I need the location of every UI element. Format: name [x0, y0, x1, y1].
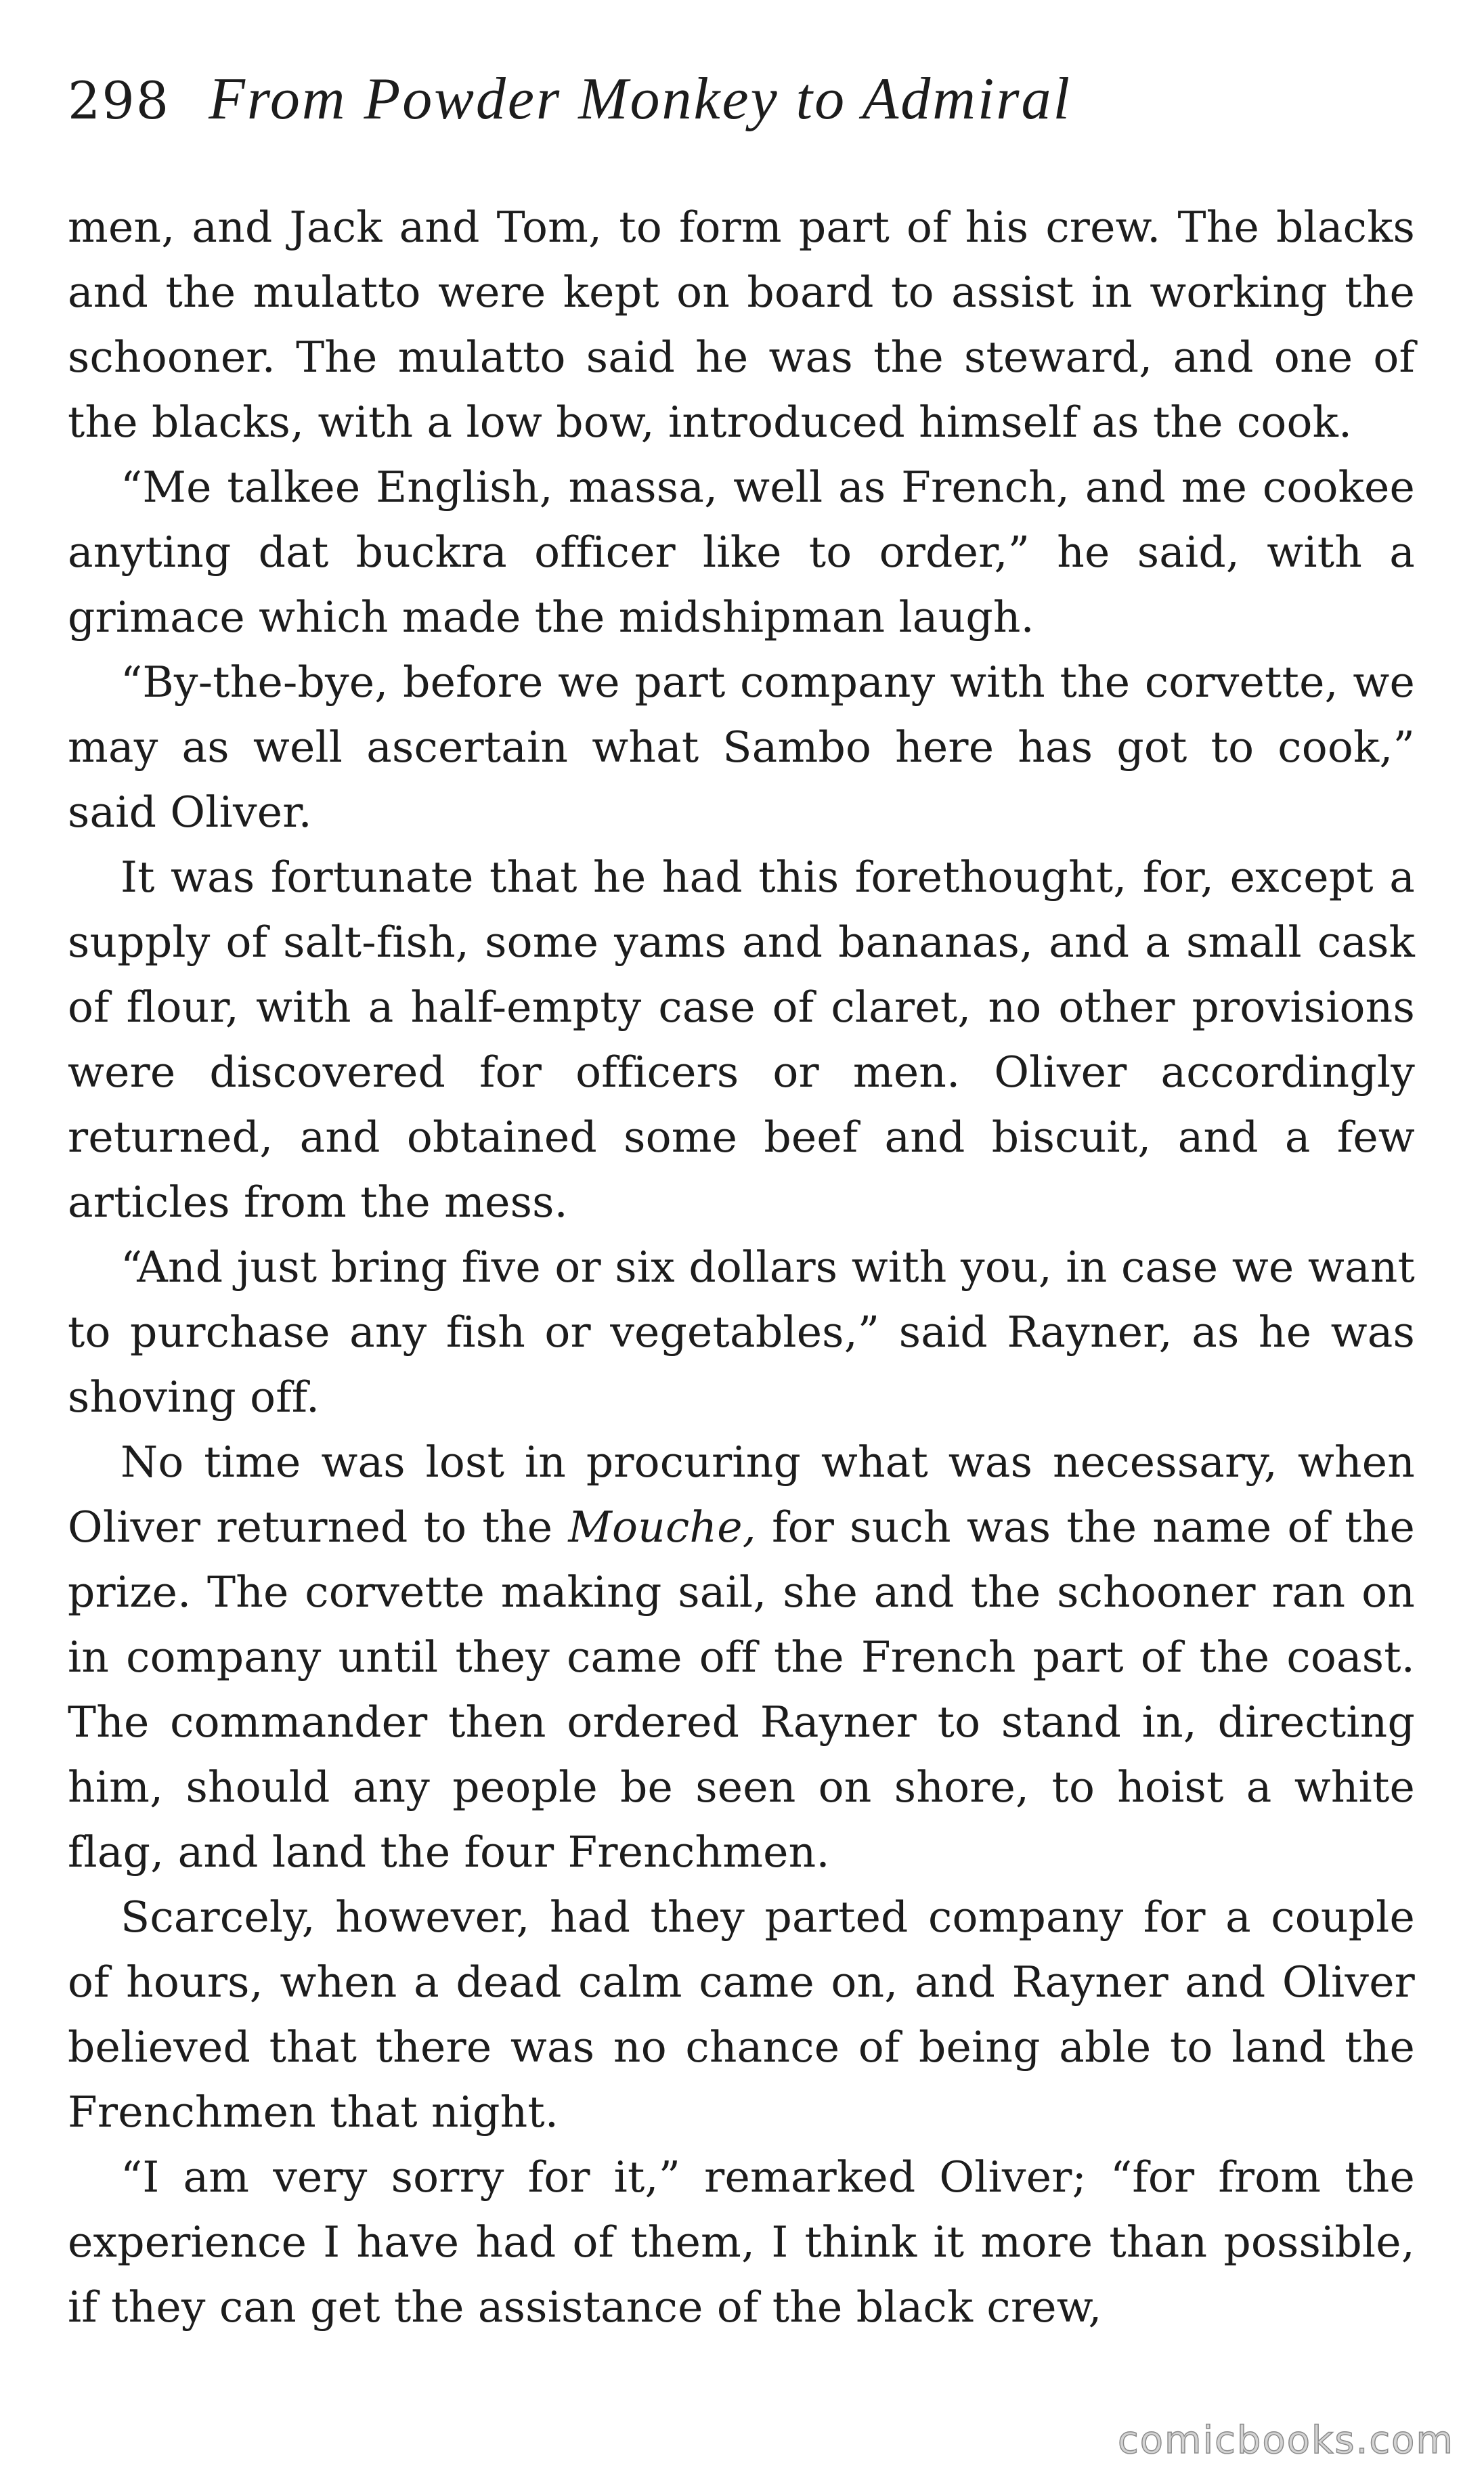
body-text — [68, 195, 1415, 2340]
paragraph-6-before: No time was lost in procuring what was necessary, when Oliver returned to the — [68, 1437, 1415, 1552]
paragraph-6-after: for such was the name of the prize. The corvette making sail, she and the schooner ran on in company until they came off the French part of the coast. The commander then ordered Rayner to stand in, directing him, should any people be seen on shore, to hoist a white flag, and land the four Frenchmen. — [68, 1502, 1416, 1877]
paragraph-2: “Me talkee English, massa, well as French, and me cookee anyting dat buckra officer like to order,” he said, with a grimace which made the midshipman laugh. — [68, 462, 1415, 642]
paragraph-8: “I am very sorry for it,” remarked Oliver; “for from the experience I have had of them, I think it more than possible, if they can get the assistance of the black crew, — [68, 2152, 1415, 2332]
paragraph-6 — [68, 1430, 1415, 1885]
ship-name-mouche: Mouche, — [568, 1502, 756, 1552]
page-number: 298 — [68, 70, 171, 131]
paragraph-3: “By-the-bye, before we part company with the corvette, we may as well ascertain what Sambo here has got to cook,” said Oliver. — [68, 657, 1415, 837]
watermark: comicbooks.com — [1117, 2418, 1454, 2462]
paragraph-7: Scarcely, however, had they parted company for a couple of hours, when a dead calm came on, and Rayner and Oliver believed that there was no chance of being able to land the Frenchmen that night. — [68, 1892, 1415, 2137]
page-header — [68, 65, 1354, 153]
paragraph-4: It was fortunate that he had this forethought, for, except a supply of salt-fish, some yams and bananas, and a small cask of flour, with a half-empty case of claret, no other provisions were discovered for officers or men. Oliver accordingly returned, and obtained some beef and biscuit, and a few articles from the mess. — [68, 852, 1415, 1227]
paragraph-5: “And just bring five or six dollars with you, in case we want to purchase any fish or vegetables,” said Rayner, as he was shoving off. — [68, 1242, 1415, 1422]
running-title: From Powder Monkey to Admiral — [209, 66, 1072, 132]
paragraph-1: men, and Jack and Tom, to form part of his crew. The blacks and the mulatto were kept on board to assist in working the schooner. The mulatto said he was the steward, and one of the blacks, with a low bow, introduced himself as the cook. — [68, 202, 1415, 447]
